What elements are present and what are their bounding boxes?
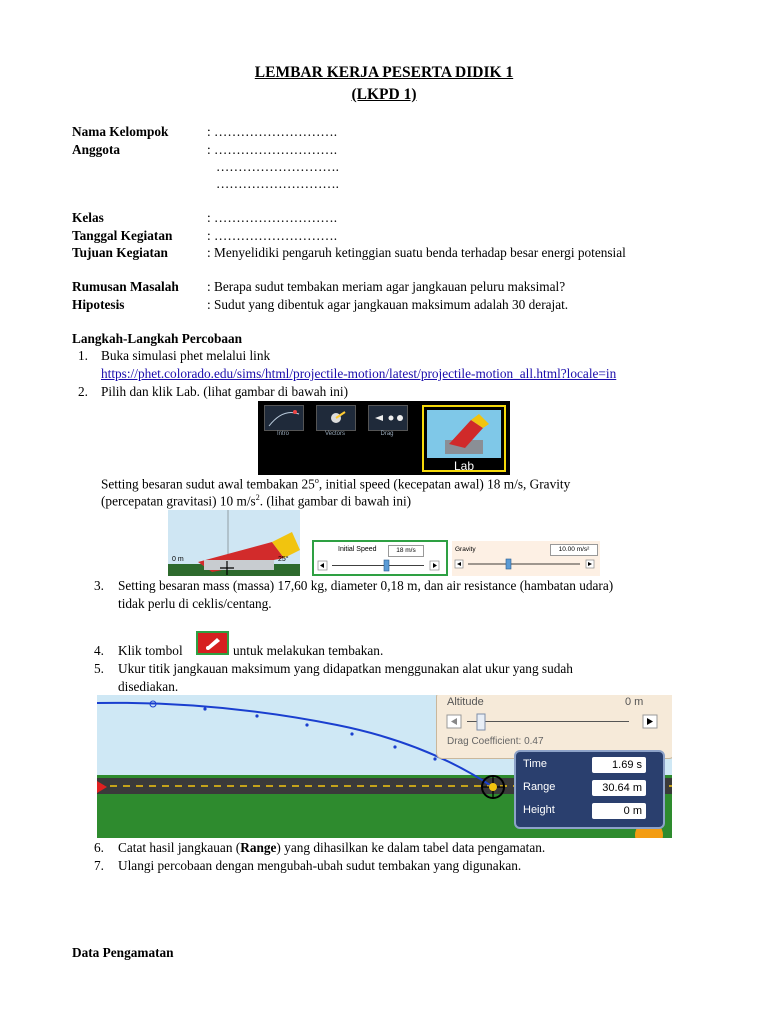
drag-coefficient-label: Drag Coefficient: 0.47: [447, 736, 544, 747]
gravity-label: Gravity: [455, 546, 476, 553]
step-4-text-a: Klik tombol: [118, 643, 183, 658]
fire-button[interactable]: [196, 631, 229, 655]
nama-kelompok-value: : ……………………….: [207, 124, 338, 139]
range-value: 30.64 m: [592, 780, 646, 796]
hipotesis-value: : Sudut yang dibentuk agar jangkauan maksimum adalah 30 derajat.: [207, 297, 569, 312]
step-2-text: Pilih dan klik Lab. (lihat gambar di bawah ini): [101, 384, 349, 399]
kelas-label: Kelas: [72, 210, 104, 225]
anggota-label: Anggota: [72, 142, 121, 157]
gravity-value: 10.00 m/s²: [550, 544, 598, 556]
cannon-fire-icon: [198, 633, 227, 653]
step-1-number: 1.: [78, 348, 88, 363]
altitude-label: Altitude: [447, 696, 484, 708]
tujuan-value: : Menyelidiki pengaruh ketinggian suatu benda terhadap besar energi potensial: [207, 245, 626, 260]
rumusan-value: : Berapa sudut tembakan meriam agar jangkauan peluru maksimal?: [207, 279, 566, 294]
step-6-text: Catat hasil jangkauan (Range) yang dihasilkan ke dalam tabel data pengamatan.: [118, 840, 546, 855]
data-pengamatan-heading: Data Pengamatan: [72, 945, 174, 960]
steps-heading: Langkah-Langkah Percobaan: [72, 331, 243, 346]
hipotesis-label: Hipotesis: [72, 297, 125, 312]
cannon-angle-image: [168, 510, 300, 576]
step-3-number: 3.: [94, 578, 104, 593]
intro-tab-label: Intro: [276, 431, 289, 437]
intro-thumbnail: [264, 405, 304, 431]
step-5-line-2: disediakan.: [118, 679, 179, 694]
angle-readout: 25°: [278, 556, 289, 563]
lab-tab[interactable]: [422, 405, 506, 472]
initial-speed-label: Initial Speed: [338, 546, 377, 553]
step-3-line-1: Setting besaran mass (massa) 17,60 kg, diameter 0,18 m, dan air resistance (hambatan udara): [118, 578, 614, 593]
initial-speed-control: [312, 540, 448, 576]
height-value: 0 m: [592, 803, 646, 819]
time-label: Time: [523, 758, 548, 770]
step-7-text: Ulangi percobaan dengan mengubah-ubah sudut tembakan yang digunakan.: [118, 858, 522, 873]
step-1-text: Buka simulasi phet melalui link: [101, 348, 271, 363]
gravity-control: [452, 541, 600, 576]
page-subtitle: (LKPD 1): [351, 86, 417, 103]
phet-menu-image: [258, 401, 510, 475]
setting-line-2: (percepatan gravitasi) 10 $m/s^2$. (lihat gambar di bawah ini): [101, 493, 412, 509]
vectors-thumbnail: [316, 405, 356, 431]
anggota-value-2: ……………………….: [216, 159, 339, 174]
altitude-value: 0 m: [625, 696, 644, 708]
time-value: 1.69 s: [592, 757, 646, 773]
step-6-number: 6.: [94, 840, 104, 855]
rumusan-label: Rumusan Masalah: [72, 279, 179, 294]
drag-tab-label: Drag: [380, 431, 394, 437]
lab-tab-label: Lab: [453, 459, 475, 473]
drag-thumbnail: [368, 405, 408, 431]
kelas-value: : ……………………….: [207, 210, 338, 225]
page-title: LEMBAR KERJA PESERTA DIDIK 1: [254, 64, 514, 81]
tanggal-value: : ……………………….: [207, 228, 338, 243]
step-5-line-1: Ukur titik jangkauan maksimum yang didapatkan menggunakan alat ukur yang sudah: [118, 661, 573, 676]
initial-speed-value: 18 m/s: [388, 545, 424, 557]
anggota-value-1: : ……………………….: [207, 142, 338, 157]
height-label: Height: [523, 804, 555, 816]
setting-line-1: Setting besaran sudut awal tembakan 25$^o$, initial speed (kecepatan awal) 18 m/s, Gravity: [101, 476, 571, 492]
trajectory-result-image: [97, 695, 672, 838]
step-5-number: 5.: [94, 661, 104, 676]
step-2-number: 2.: [78, 384, 88, 399]
phet-link[interactable]: https://phet.colorado.edu/sims/html/projectile-motion/latest/projectile-motion_all.html?locale=in: [101, 366, 617, 381]
height-readout: 0 m: [172, 556, 184, 563]
step-4-text-b: untuk melakukan tembakan.: [233, 643, 384, 658]
nama-kelompok-label: Nama Kelompok: [72, 124, 169, 139]
vectors-tab-label: Vectors: [324, 431, 345, 437]
anggota-value-3: ……………………….: [216, 176, 339, 191]
measuring-tool-readout: [514, 750, 665, 829]
tanggal-label: Tanggal Kegiatan: [72, 228, 173, 243]
tujuan-label: Tujuan Kegiatan: [72, 245, 168, 260]
range-label: Range: [523, 781, 556, 793]
step-7-number: 7.: [94, 858, 104, 873]
lab-cannon-icon: [427, 410, 501, 458]
step-4-number: 4.: [94, 643, 104, 658]
step-3-line-2: tidak perlu di ceklis/centang.: [118, 596, 272, 611]
